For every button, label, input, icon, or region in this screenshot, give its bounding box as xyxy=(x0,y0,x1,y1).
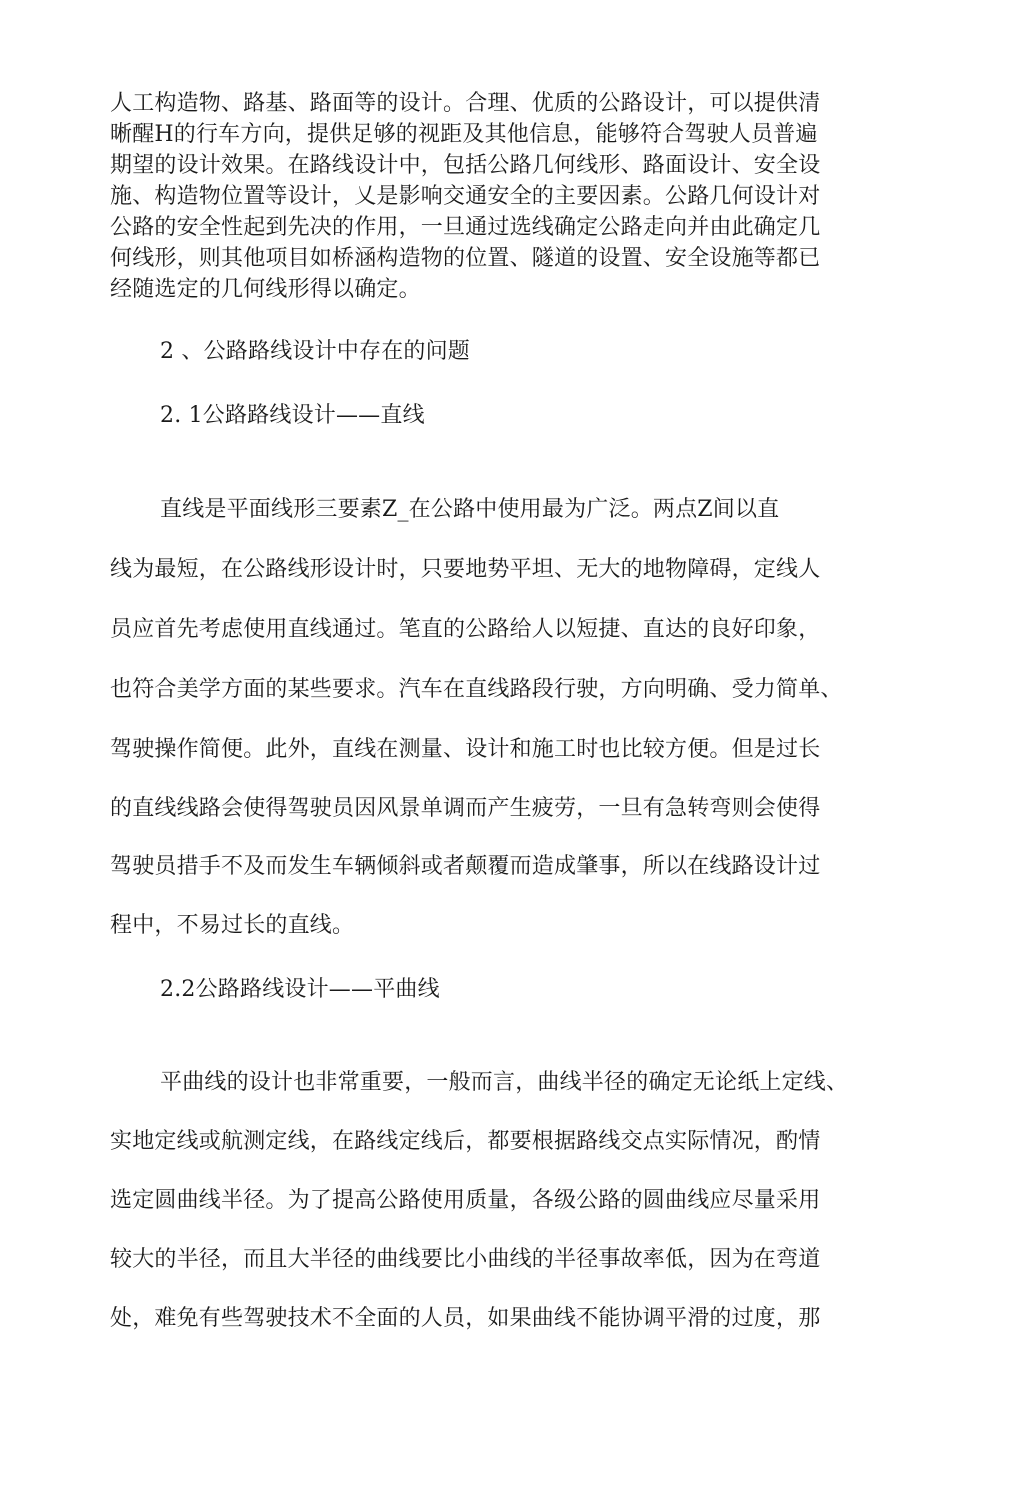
paragraph-line: 程中，不易过长的直线。 xyxy=(110,913,355,938)
paragraph-line: 也符合美学方面的某些要求。汽车在直线路段行驶，方向明确、受力简单、 xyxy=(110,677,843,702)
paragraph-line: 施、构造物位置等设计，乂是影响交通安全的主要因素。公路几何设计对 xyxy=(110,184,821,209)
paragraph-line: 的直线线路会使得驾驶员因风景单调而产生疲劳，一旦有急转弯则会使得 xyxy=(110,796,821,821)
paragraph-line: 驾驶操作简便。此外，直线在测量、设计和施工时也比较方便。但是过长 xyxy=(110,737,821,762)
paragraph-line: 公路的安全性起到先决的作用，一旦通过选线确定公路走向并由此确定几 xyxy=(110,215,821,240)
section-heading: 2 、公路路线设计中存在的问题 xyxy=(160,339,470,364)
paragraph-line: 实地定线或航测定线，在路线定线后，都要根据路线交点实际情况，酌情 xyxy=(110,1129,821,1154)
paragraph-line: 选定圆曲线半径。为了提高公路使用质量，各级公路的圆曲线应尽量采用 xyxy=(110,1188,821,1213)
subsection-heading: 2. 1公路路线设计——直线 xyxy=(160,403,425,428)
subsection-heading: 2.2公路路线设计——平曲线 xyxy=(160,977,440,1002)
paragraph-line: 线为最短，在公路线形设计时，只要地势平坦、无大的地物障碍，定线人 xyxy=(110,557,821,582)
paragraph-line: 人工构造物、路基、路面等的设计。合理、优质的公路设计，可以提供清 xyxy=(110,91,821,116)
paragraph-line: 员应首先考虑使用直线通过。笔直的公路给人以短捷、直达的良好印象， xyxy=(110,617,821,642)
paragraph-line: 较大的半径，而且大半径的曲线要比小曲线的半径事故率低，因为在弯道 xyxy=(110,1247,821,1272)
paragraph-line: 期望的设计效果。在路线设计中，包括公路几何线形、路面设计、安全设 xyxy=(110,153,821,178)
paragraph-line: 经随选定的几何线形得以确定。 xyxy=(110,277,421,302)
paragraph-line: 处，难免有些驾驶技术不全面的人员，如果曲线不能协调平滑的过度，那 xyxy=(110,1306,821,1331)
paragraph-line: 驾驶员措手不及而发生车辆倾斜或者颠覆而造成肇事，所以在线路设计过 xyxy=(110,854,821,879)
paragraph-line: 平曲线的设计也非常重要，一般而言，曲线半径的确定无论纸上定线、 xyxy=(160,1070,849,1095)
paragraph-line: 晰醒H的行车方向，提供足够的视距及其他信息，能够符合驾驶人员普遍 xyxy=(110,122,818,147)
paragraph-line: 直线是平面线形三要素Z_在公路中使用最为广泛。两点Z间以直 xyxy=(160,497,780,522)
paragraph-line: 何线形，则其他项目如桥涵构造物的位置、隧道的设置、安全设施等都已 xyxy=(110,246,821,271)
